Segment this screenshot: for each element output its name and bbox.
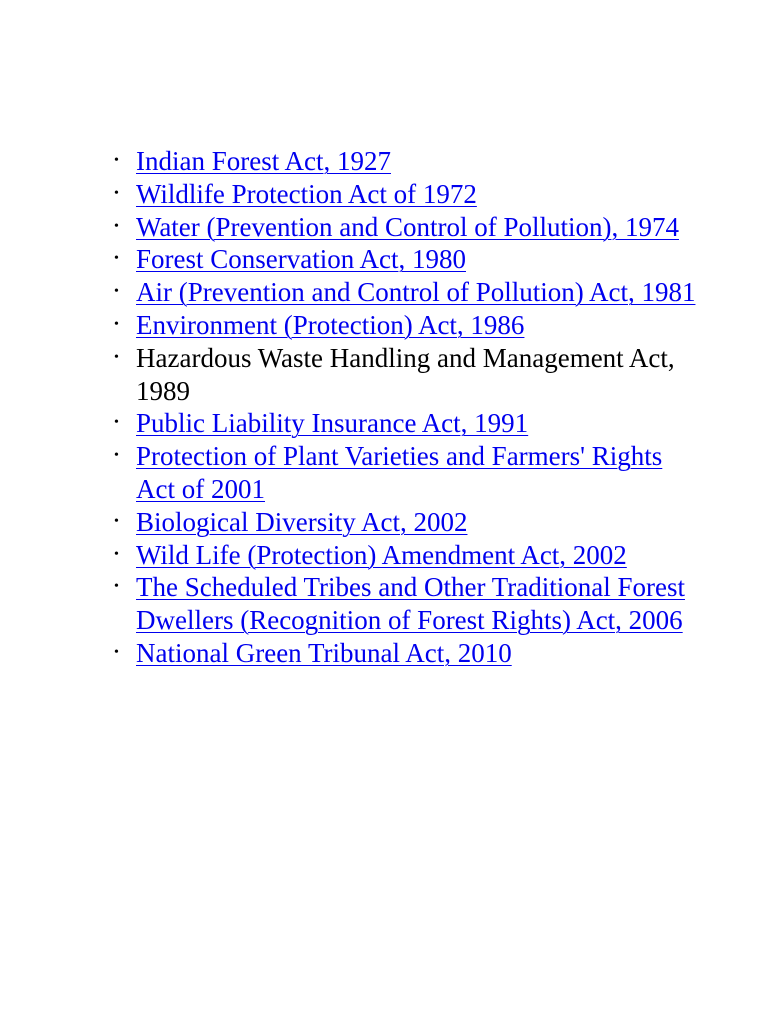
bullet-icon: • [114,284,119,300]
list-item-air-pollution-act [108,276,698,309]
bullet-icon: • [114,218,119,234]
list-item-water-pollution-act [108,211,698,244]
link-public-liability-insurance-act[interactable]: Public Liability Insurance Act, 1991 [136,408,529,439]
acts-list [108,145,698,670]
bullet-icon: • [114,644,119,660]
link-biological-diversity-act[interactable]: Biological Diversity Act, 2002 [136,506,468,537]
link-national-green-tribunal-act[interactable]: National Green Tribunal Act, 2010 [136,637,512,668]
bullet-icon: • [114,251,119,267]
text-hazardous-waste-act: Hazardous Waste Handling and Management Act, 1989 [136,342,675,406]
list-item-national-green-tribunal-act [108,637,698,670]
bullet-icon: • [114,153,119,168]
link-indian-forest-act[interactable]: Indian Forest Act, 1927 [136,146,391,176]
link-wild-life-amendment-act[interactable]: Wild Life (Protection) Amendment Act, 2002 [136,539,627,570]
bullet-icon: • [114,349,119,365]
link-forest-conservation-act[interactable]: Forest Conservation Act, 1980 [136,244,466,275]
list-item-hazardous-waste-act [108,342,698,408]
bullet-icon: • [114,448,119,464]
bullet-icon: • [114,513,119,529]
link-forest-rights-act[interactable]: The Scheduled Tribes and Other Traditional Forest Dwellers (Recognition of Forest Rights) Act, 2006 [136,572,685,636]
list-item-biological-diversity-act [108,506,698,539]
list-item-environment-protection-act [108,309,698,342]
list-item-wildlife-protection-act [108,178,698,211]
list-item-wild-life-amendment-act [108,539,698,572]
list-item-public-liability-insurance-act [108,407,698,440]
link-wildlife-protection-act[interactable]: Wildlife Protection Act of 1972 [136,178,477,209]
link-water-pollution-act[interactable]: Water (Prevention and Control of Pollution), 1974 [136,211,679,242]
link-plant-varieties-act[interactable]: Protection of Plant Varieties and Farmers' Rights Act of 2001 [136,441,663,504]
link-air-pollution-act[interactable]: Air (Prevention and Control of Pollution) Act, 1981 [136,277,696,308]
list-item-forest-conservation-act [108,243,698,276]
bullet-icon: • [114,415,119,431]
list-item-forest-rights-act [108,571,698,637]
bullet-icon: • [114,579,119,595]
list-item-indian-forest-act [108,145,698,178]
list-item-plant-varieties-act [108,440,698,506]
link-environment-protection-act[interactable]: Environment (Protection) Act, 1986 [136,309,525,340]
bullet-icon: • [114,185,119,201]
bullet-icon: • [114,546,119,562]
bullet-icon: • [114,316,119,332]
